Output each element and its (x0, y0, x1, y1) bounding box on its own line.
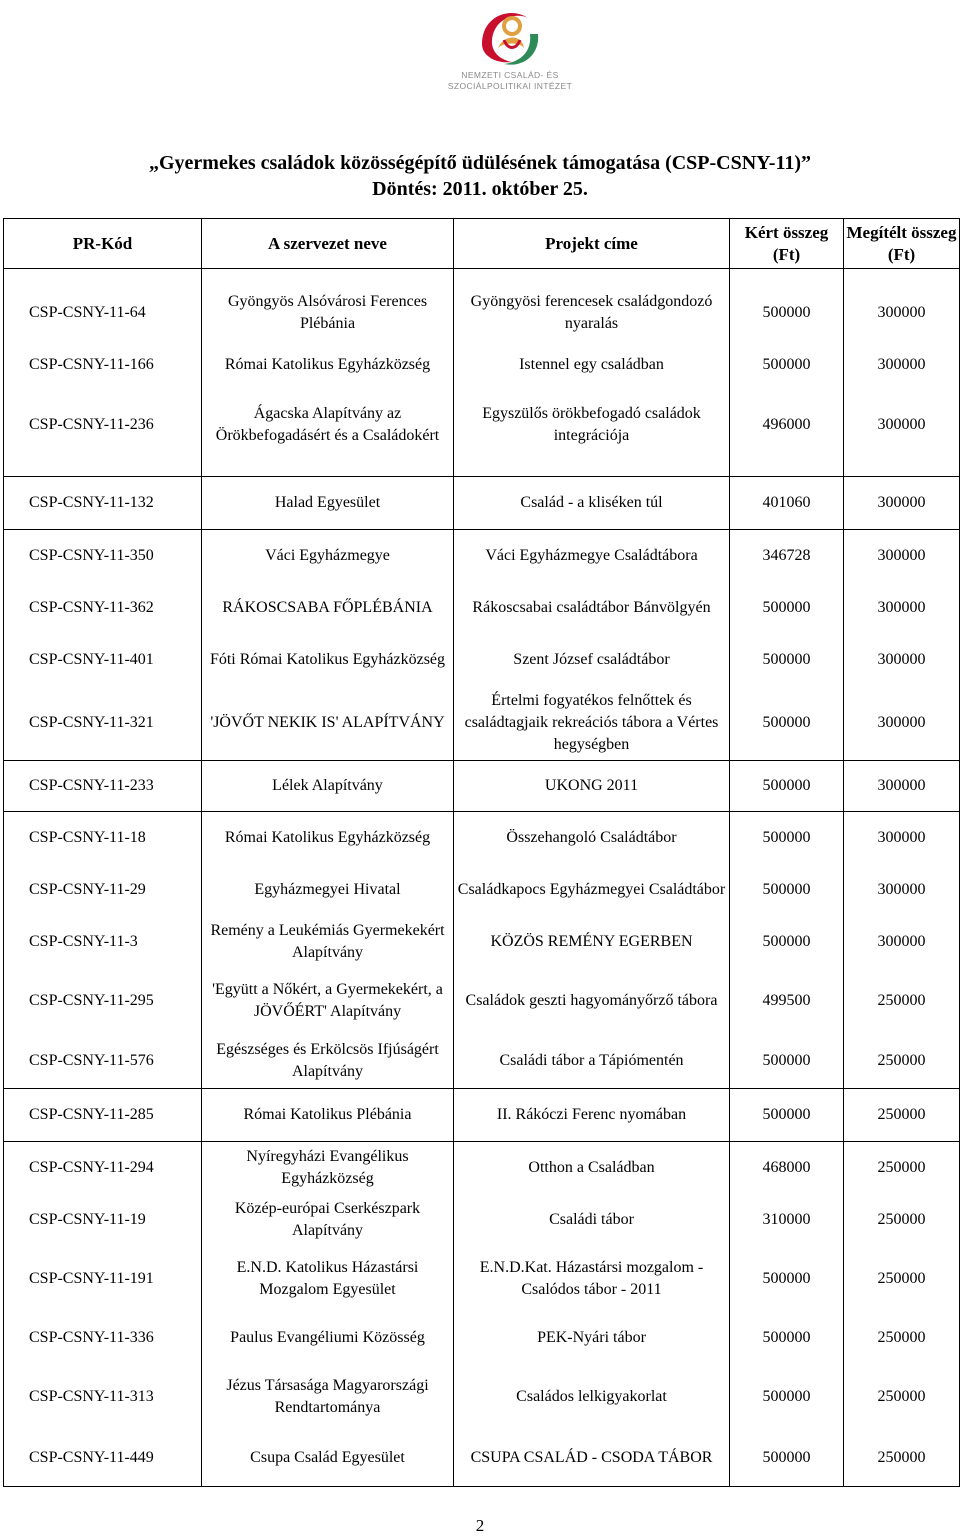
group-column-awarded-amount (844, 1089, 960, 1142)
project-title: Rákoscsabai családtábor Bánvölgyén (472, 599, 711, 616)
logo-line-1: NEMZETI CSALÁD- ÉS (461, 70, 559, 80)
group-column-requested-amount (730, 530, 844, 761)
pr-code: CSP-CSNY-11-285 (29, 1106, 154, 1123)
requested-amount: 500000 (762, 1270, 811, 1287)
group-column-project-title (454, 1142, 730, 1487)
project-title: Összehangoló Családtábor (506, 829, 677, 846)
awarded-amount: 300000 (877, 651, 926, 668)
group-column-organization-name (202, 761, 454, 812)
project-title: Gyöngyösi ferencesek családgondozó nyaralás (470, 292, 713, 332)
pr-code: CSP-CSNY-11-29 (29, 881, 146, 898)
group-column-project-title (454, 761, 730, 812)
project-title: Családok geszti hagyományőrző tábora (465, 992, 718, 1009)
project-title: Családkapocs Egyházmegyei Családtábor (457, 881, 726, 898)
awarded-amount: 300000 (877, 933, 926, 950)
page-number: 2 (475, 1516, 485, 1535)
awarded-amount: 300000 (877, 599, 926, 616)
institute-logo (412, 4, 608, 108)
requested-amount: 500000 (762, 933, 811, 950)
awarded-amount: 250000 (877, 1106, 926, 1123)
table-group (4, 761, 960, 812)
requested-amount: 500000 (762, 1052, 811, 1069)
group-column-pr-code (4, 269, 202, 477)
organization-name: Jézus Társasága Magyarországi Rendtartománya (226, 1377, 429, 1416)
pr-code: CSP-CSNY-11-313 (29, 1388, 154, 1405)
organization-name: RÁKOSCSABA FŐPLÉBÁNIA (222, 599, 433, 616)
pr-code: CSP-CSNY-11-295 (29, 992, 154, 1009)
pr-code: CSP-CSNY-11-350 (29, 547, 154, 564)
project-title: Váci Egyházmegye Családtábora (485, 547, 698, 564)
table-group (4, 1089, 960, 1142)
group-column-awarded-amount (844, 1142, 960, 1487)
pr-code: CSP-CSNY-11-166 (29, 355, 154, 373)
group-column-organization-name (202, 1142, 454, 1487)
requested-amount: 500000 (762, 714, 811, 731)
requested-amount: 500000 (762, 599, 811, 616)
organization-name: Nyíregyházi Evangélikus Egyházközség (246, 1148, 409, 1187)
project-title: Értelmi fogyatékos felnőttek és családtagjaik rekreációs tábora a Vértes hegységben (464, 692, 719, 753)
organization-name: Ágacska Alapítvány az Örökbefogadásért és a Családokért (215, 404, 440, 444)
decision-date: Döntés: 2011. október 25. (372, 178, 588, 200)
requested-amount: 401060 (762, 494, 811, 511)
pr-code: CSP-CSNY-11-236 (29, 415, 154, 433)
pr-code: CSP-CSNY-11-18 (29, 829, 146, 846)
group-column-project-title (454, 269, 730, 477)
header-requested: Kért összeg (Ft) (730, 219, 844, 269)
organization-name: Csupa Család Egyesület (250, 1449, 405, 1466)
awarded-amount: 250000 (877, 1449, 926, 1466)
group-column-organization-name (202, 812, 454, 1089)
pr-code: CSP-CSNY-11-336 (29, 1329, 154, 1346)
pr-code: CSP-CSNY-11-233 (29, 777, 154, 794)
organization-name: Római Katolikus Plébánia (243, 1106, 412, 1123)
header-awarded: Megítélt összeg (Ft) (844, 219, 960, 269)
awarded-amount: 250000 (877, 1159, 926, 1176)
awarded-amount: 300000 (877, 547, 926, 564)
organization-name: Egyházmegyei Hivatal (254, 881, 401, 898)
pr-code: CSP-CSNY-11-401 (29, 651, 154, 668)
awarded-amount: 300000 (877, 415, 926, 433)
group-column-requested-amount (730, 1142, 844, 1487)
group-column-awarded-amount (844, 530, 960, 761)
group-column-organization-name (202, 1089, 454, 1142)
requested-amount: 468000 (762, 1159, 811, 1176)
grants-table (3, 218, 960, 1487)
pr-code: CSP-CSNY-11-191 (29, 1270, 154, 1287)
project-title: PEK-Nyári tábor (537, 1329, 646, 1346)
project-title: Családi tábor a Tápiómentén (499, 1052, 684, 1069)
requested-amount: 500000 (762, 1388, 811, 1405)
table-group (4, 269, 960, 477)
organization-name: Halad Egyesület (274, 494, 381, 511)
project-title: E.N.D.Kat. Házastársi mozgalom - Csalódos tábor - 2011 (479, 1259, 704, 1298)
requested-amount: 500000 (762, 1449, 811, 1466)
organization-name: Paulus Evangéliumi Közösség (230, 1329, 425, 1346)
pr-code: CSP-CSNY-11-294 (29, 1159, 154, 1176)
organization-name: Római Katolikus Egyházközség (224, 355, 431, 373)
organization-name: 'Együtt a Nőkért, a Gyermekekért, a JÖVŐÉRT' Alapítvány (212, 981, 443, 1020)
pr-code: CSP-CSNY-11-576 (29, 1052, 154, 1069)
project-title: Szent József családtábor (513, 651, 670, 668)
table-group (4, 530, 960, 761)
organization-name: E.N.D. Katolikus Házastársi Mozgalom Egyesület (236, 1259, 419, 1298)
group-column-awarded-amount (844, 269, 960, 477)
logo-mark-icon (412, 4, 608, 70)
group-column-awarded-amount (844, 812, 960, 1089)
organization-name: Remény a Leukémiás Gyermekekért Alapítvány (210, 922, 445, 961)
group-column-pr-code (4, 477, 202, 530)
organization-name: Lélek Alapítvány (272, 777, 383, 794)
requested-amount: 500000 (762, 881, 811, 898)
requested-amount: 500000 (762, 1106, 811, 1123)
group-column-awarded-amount (844, 477, 960, 530)
organization-name: Római Katolikus Egyházközség (224, 829, 431, 846)
project-title: Családos lelkigyakorlat (516, 1388, 667, 1405)
header-org: A szervezet neve (202, 219, 454, 269)
organization-name: 'JÖVŐT NEKIK IS' ALAPÍTVÁNY (210, 714, 445, 731)
organization-name: Gyöngyös Alsóvárosi Ferences Plébánia (227, 292, 428, 332)
logo-line-2: SZOCIÁLPOLITIKAI INTÉZET (447, 81, 573, 91)
requested-amount: 499500 (762, 992, 811, 1009)
table-group (4, 477, 960, 530)
pr-code: CSP-CSNY-11-132 (29, 494, 154, 511)
group-column-project-title (454, 1089, 730, 1142)
awarded-amount: 300000 (877, 303, 926, 321)
table-header-row (4, 219, 960, 269)
group-column-requested-amount (730, 812, 844, 1089)
organization-name: Egészséges és Erkölcsös Ifjúságért Alapítvány (216, 1041, 439, 1080)
requested-amount: 500000 (762, 777, 811, 794)
pr-code: CSP-CSNY-11-321 (29, 714, 154, 731)
project-title: Egyszülős örökbefogadó családok integrációja (482, 404, 701, 444)
document-title: „Gyermekes családok közösségépítő üdülésének támogatása (CSP-CSNY-11)” (148, 152, 812, 174)
organization-name: Közép-európai Cserkészpark Alapítvány (234, 1200, 421, 1239)
awarded-amount: 250000 (877, 1052, 926, 1069)
awarded-amount: 300000 (877, 494, 926, 511)
awarded-amount: 300000 (877, 829, 926, 846)
group-column-organization-name (202, 269, 454, 477)
project-title: Családi tábor (549, 1211, 634, 1228)
requested-amount: 310000 (762, 1211, 811, 1228)
requested-amount: 500000 (762, 303, 811, 321)
project-title: CSUPA CSALÁD - CSODA TÁBOR (470, 1449, 713, 1466)
table-group (4, 812, 960, 1089)
requested-amount: 500000 (762, 1329, 811, 1346)
group-column-project-title (454, 812, 730, 1089)
organization-name: Fóti Római Katolikus Egyházközség (209, 651, 446, 668)
awarded-amount: 250000 (877, 1388, 926, 1405)
group-column-awarded-amount (844, 761, 960, 812)
project-title: Istennel egy családban (519, 355, 664, 373)
header-code: PR-Kód (4, 219, 202, 269)
awarded-amount: 300000 (877, 881, 926, 898)
group-column-organization-name (202, 477, 454, 530)
requested-amount: 500000 (762, 651, 811, 668)
group-column-requested-amount (730, 1089, 844, 1142)
group-column-pr-code (4, 530, 202, 761)
header-project: Projekt címe (454, 219, 730, 269)
project-title: KÖZÖS REMÉNY EGERBEN (490, 933, 693, 950)
group-column-pr-code (4, 812, 202, 1089)
logo-text (412, 70, 608, 92)
awarded-amount: 250000 (877, 1270, 926, 1287)
table-group (4, 1142, 960, 1487)
awarded-amount: 250000 (877, 1329, 926, 1346)
pr-code: CSP-CSNY-11-19 (29, 1211, 146, 1228)
project-title: Otthon a Családban (528, 1159, 655, 1176)
awarded-amount: 250000 (877, 992, 926, 1009)
group-column-organization-name (202, 530, 454, 761)
project-title: Család - a kliséken túl (520, 494, 663, 511)
group-column-pr-code (4, 1089, 202, 1142)
awarded-amount: 300000 (877, 714, 926, 731)
project-title: II. Rákóczi Ferenc nyomában (496, 1106, 687, 1123)
pr-code: CSP-CSNY-11-449 (29, 1449, 154, 1466)
awarded-amount: 300000 (877, 355, 926, 373)
group-column-pr-code (4, 1142, 202, 1487)
requested-amount: 346728 (762, 547, 811, 564)
group-column-pr-code (4, 761, 202, 812)
group-column-project-title (454, 477, 730, 530)
group-column-requested-amount (730, 477, 844, 530)
group-column-project-title (454, 530, 730, 761)
requested-amount: 496000 (762, 415, 811, 433)
requested-amount: 500000 (762, 829, 811, 846)
requested-amount: 500000 (762, 355, 811, 373)
group-column-requested-amount (730, 761, 844, 812)
awarded-amount: 300000 (877, 777, 926, 794)
pr-code: CSP-CSNY-11-362 (29, 599, 154, 616)
project-title: UKONG 2011 (544, 777, 639, 794)
awarded-amount: 250000 (877, 1211, 926, 1228)
group-column-requested-amount (730, 269, 844, 477)
organization-name: Váci Egyházmegye (265, 547, 390, 564)
pr-code: CSP-CSNY-11-64 (29, 303, 146, 321)
pr-code: CSP-CSNY-11-3 (29, 933, 138, 950)
